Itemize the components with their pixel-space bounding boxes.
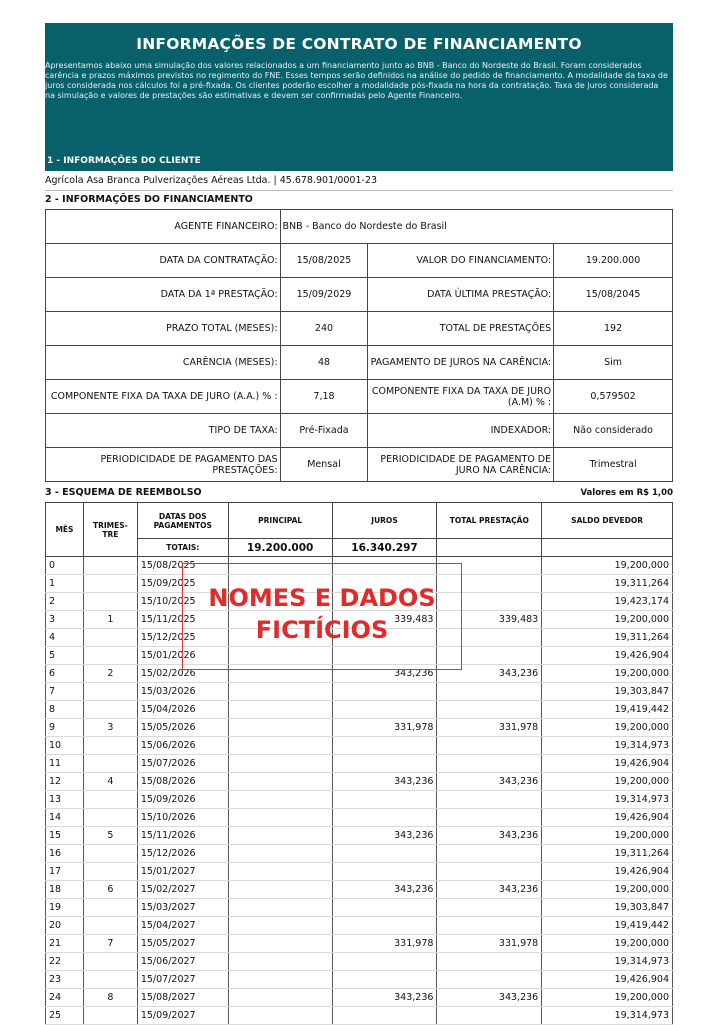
cell-tri [83, 953, 137, 971]
cell-total: 331,978 [437, 935, 542, 953]
header-principal: PRINCIPAL [228, 503, 332, 539]
valor-label: VALOR DO FINANCIAMENTO: [368, 244, 554, 278]
table-row [46, 809, 673, 827]
cell-saldo: 19,200,000 [542, 665, 673, 683]
cell-mes: 15 [46, 827, 84, 845]
table-row [46, 845, 673, 863]
cell-total [437, 809, 542, 827]
cell-total [437, 683, 542, 701]
values-unit-note: Valores em R$ 1,00 [580, 488, 673, 498]
cell-data: 15/10/2025 [137, 593, 228, 611]
cell-total [437, 701, 542, 719]
cell-mes: 4 [46, 629, 84, 647]
tipo-taxa-value: Pré-Fixada [280, 414, 368, 448]
cell-mes: 0 [46, 557, 84, 575]
cell-saldo: 19,426,904 [542, 863, 673, 881]
totals-label: TOTAIS: [137, 539, 228, 557]
cell-tri: 7 [83, 935, 137, 953]
cell-saldo: 19,200,000 [542, 719, 673, 737]
data-primeira-value: 15/09/2029 [280, 278, 368, 312]
cell-tri [83, 917, 137, 935]
data-contratacao-value: 15/08/2025 [280, 244, 368, 278]
cell-total: 331,978 [437, 719, 542, 737]
cell-saldo: 19,311,264 [542, 629, 673, 647]
total-prestacoes-label: TOTAL DE PRESTAÇÕES [368, 312, 554, 346]
data-primeira-label: DATA DA 1ª PRESTAÇÃO: [46, 278, 281, 312]
cell-saldo: 19,314,973 [542, 737, 673, 755]
cell-mes: 9 [46, 719, 84, 737]
cell-mes: 7 [46, 683, 84, 701]
cell-principal [228, 809, 332, 827]
cell-total [437, 845, 542, 863]
cell-saldo: 19,200,000 [542, 557, 673, 575]
totals-saldo [542, 539, 673, 557]
cell-mes: 21 [46, 935, 84, 953]
cell-mes: 8 [46, 701, 84, 719]
cell-juros [332, 791, 437, 809]
cell-saldo: 19,200,000 [542, 827, 673, 845]
table-row [46, 989, 673, 1007]
indexador-label: INDEXADOR: [368, 414, 554, 448]
cell-total: 343,236 [437, 827, 542, 845]
stamp-line-1: NOMES E DADOS [208, 584, 436, 612]
periodicidade-prestacoes-value: Mensal [280, 448, 368, 482]
header-mes: MÊS [46, 503, 84, 557]
cell-tri: 6 [83, 881, 137, 899]
cell-data: 15/09/2027 [137, 1007, 228, 1025]
pagamento-juros-value: Sim [554, 346, 673, 380]
cell-principal [228, 863, 332, 881]
cell-mes: 18 [46, 881, 84, 899]
table-row [46, 791, 673, 809]
cell-saldo: 19,200,000 [542, 935, 673, 953]
cell-principal [228, 719, 332, 737]
cell-tri [83, 737, 137, 755]
cell-data: 15/04/2027 [137, 917, 228, 935]
document-header [45, 23, 673, 151]
cell-data: 15/02/2026 [137, 665, 228, 683]
componente-aa-value: 7,18 [280, 380, 368, 414]
cell-principal [228, 773, 332, 791]
cell-principal [228, 989, 332, 1007]
cell-saldo: 19,426,904 [542, 755, 673, 773]
section-reembolso-title-row [45, 484, 673, 502]
client-info: Agrícola Asa Branca Pulverizações Aéreas Ltda. | 45.678.901/0001-23 [45, 171, 673, 191]
cell-juros: 331,978 [332, 935, 437, 953]
table-row [46, 683, 673, 701]
cell-saldo: 19,419,442 [542, 917, 673, 935]
periodicidade-juro-label: PERIODICIDADE DE PAGAMENTO DE JURO NA CARÊNCIA: [368, 448, 554, 482]
cell-saldo: 19,200,000 [542, 881, 673, 899]
cell-saldo: 19,200,000 [542, 611, 673, 629]
cell-mes: 14 [46, 809, 84, 827]
document-page [45, 23, 673, 1025]
componente-aa-label: COMPONENTE FIXA DA TAXA DE JURO (A.A.) % : [46, 380, 281, 414]
cell-total: 343,236 [437, 881, 542, 899]
cell-data: 15/06/2027 [137, 953, 228, 971]
cell-principal [228, 881, 332, 899]
cell-tri [83, 971, 137, 989]
cell-data: 15/05/2026 [137, 719, 228, 737]
cell-data: 15/04/2026 [137, 701, 228, 719]
cell-data: 15/07/2027 [137, 971, 228, 989]
cell-juros [332, 917, 437, 935]
cell-mes: 12 [46, 773, 84, 791]
cell-principal [228, 971, 332, 989]
table-row [46, 953, 673, 971]
cell-principal [228, 701, 332, 719]
cell-tri [83, 1007, 137, 1025]
cell-data: 15/12/2026 [137, 845, 228, 863]
cell-data: 15/09/2026 [137, 791, 228, 809]
cell-principal [228, 845, 332, 863]
cell-total: 343,236 [437, 773, 542, 791]
periodicidade-prestacoes-label: PERIODICIDADE DE PAGAMENTO DAS PRESTAÇÕES: [46, 448, 281, 482]
cell-saldo: 19,314,973 [542, 953, 673, 971]
cell-principal [228, 683, 332, 701]
cell-mes: 25 [46, 1007, 84, 1025]
data-ultima-label: DATA ÚLTIMA PRESTAÇÃO: [368, 278, 554, 312]
cell-juros [332, 809, 437, 827]
componente-am-value: 0,579502 [554, 380, 673, 414]
cell-tri [83, 791, 137, 809]
table-row [46, 719, 673, 737]
cell-principal [228, 917, 332, 935]
cell-mes: 2 [46, 593, 84, 611]
cell-total [437, 755, 542, 773]
data-ultima-value: 15/08/2045 [554, 278, 673, 312]
cell-tri [83, 809, 137, 827]
cell-tri [83, 593, 137, 611]
table-row [46, 917, 673, 935]
cell-mes: 17 [46, 863, 84, 881]
cell-principal [228, 737, 332, 755]
cell-total [437, 1007, 542, 1025]
cell-total: 343,236 [437, 665, 542, 683]
cell-mes: 5 [46, 647, 84, 665]
cell-mes: 24 [46, 989, 84, 1007]
cell-principal [228, 899, 332, 917]
cell-tri: 1 [83, 611, 137, 629]
cell-tri [83, 557, 137, 575]
cell-saldo: 19,303,847 [542, 899, 673, 917]
totals-juros: 16.340.297 [332, 539, 437, 557]
cell-data: 15/03/2026 [137, 683, 228, 701]
stamp-line-2: FICTÍCIOS [255, 616, 389, 644]
fictitious-data-stamp [182, 563, 462, 670]
cell-mes: 20 [46, 917, 84, 935]
cell-data: 15/09/2025 [137, 575, 228, 593]
cell-tri [83, 845, 137, 863]
data-contratacao-label: DATA DA CONTRATAÇÃO: [46, 244, 281, 278]
header-datas: DATAS DOS PAGAMENTOS [137, 503, 228, 539]
table-row [46, 701, 673, 719]
totals-principal: 19.200.000 [228, 539, 332, 557]
cell-tri: 5 [83, 827, 137, 845]
cell-juros: 331,978 [332, 719, 437, 737]
cell-total [437, 863, 542, 881]
cell-juros [332, 683, 437, 701]
cell-juros: 343,236 [332, 989, 437, 1007]
prazo-value: 240 [280, 312, 368, 346]
cell-mes: 22 [46, 953, 84, 971]
cell-principal [228, 1007, 332, 1025]
cell-mes: 19 [46, 899, 84, 917]
cell-tri [83, 683, 137, 701]
table-row [46, 863, 673, 881]
cell-tri [83, 899, 137, 917]
pagamento-juros-label: PAGAMENTO DE JUROS NA CARÊNCIA: [368, 346, 554, 380]
cell-saldo: 19,426,904 [542, 647, 673, 665]
cell-mes: 11 [46, 755, 84, 773]
cell-saldo: 19,311,264 [542, 575, 673, 593]
cell-saldo: 19,200,000 [542, 773, 673, 791]
cell-data: 15/08/2027 [137, 989, 228, 1007]
table-row [46, 827, 673, 845]
cell-total [437, 791, 542, 809]
cell-juros [332, 755, 437, 773]
tipo-taxa-label: TIPO DE TAXA: [46, 414, 281, 448]
header-juros: JUROS [332, 503, 437, 539]
cell-principal [228, 755, 332, 773]
cell-saldo: 19,426,904 [542, 809, 673, 827]
componente-am-label: COMPONENTE FIXA DA TAXA DE JURO (A.M) % : [368, 380, 554, 414]
cell-data: 15/11/2026 [137, 827, 228, 845]
cell-data: 15/01/2026 [137, 647, 228, 665]
cell-juros: 343,236 [332, 827, 437, 845]
cell-total [437, 917, 542, 935]
cell-total [437, 953, 542, 971]
cell-saldo: 19,423,174 [542, 593, 673, 611]
agente-value: BNB - Banco do Nordeste do Brasil [280, 210, 672, 244]
cell-mes: 1 [46, 575, 84, 593]
document-title: INFORMAÇÕES DE CONTRATO DE FINANCIAMENTO [136, 35, 582, 53]
header-trimestre: TRIMES-TRE [83, 503, 137, 557]
cell-total [437, 899, 542, 917]
cell-data: 15/08/2025 [137, 557, 228, 575]
cell-saldo: 19,314,973 [542, 791, 673, 809]
cell-saldo: 19,311,264 [542, 845, 673, 863]
cell-juros [332, 1007, 437, 1025]
cell-juros: 339,483 [332, 611, 437, 629]
cell-saldo: 19,426,904 [542, 971, 673, 989]
cell-data: 15/12/2025 [137, 629, 228, 647]
cell-juros [332, 701, 437, 719]
section-reembolso-title: 3 - ESQUEMA DE REEMBOLSO [45, 487, 202, 498]
table-row [46, 755, 673, 773]
prazo-label: PRAZO TOTAL (MESES): [46, 312, 281, 346]
cell-tri [83, 755, 137, 773]
cell-tri [83, 647, 137, 665]
header-saldo-devedor: SALDO DEVEDOR [542, 503, 673, 539]
cell-total: 343,236 [437, 989, 542, 1007]
cell-mes: 10 [46, 737, 84, 755]
cell-data: 15/11/2025 [137, 611, 228, 629]
cell-mes: 16 [46, 845, 84, 863]
cell-mes: 6 [46, 665, 84, 683]
indexador-value: Não considerado [554, 414, 673, 448]
cell-principal [228, 791, 332, 809]
totals-total-prestacao [437, 539, 542, 557]
cell-juros [332, 953, 437, 971]
table-row [46, 1007, 673, 1025]
cell-mes: 13 [46, 791, 84, 809]
table-row [46, 935, 673, 953]
cell-juros: 343,236 [332, 665, 437, 683]
carencia-label: CARÊNCIA (MESES): [46, 346, 281, 380]
table-row [46, 971, 673, 989]
cell-data: 15/10/2026 [137, 809, 228, 827]
cell-total: 339,483 [437, 611, 542, 629]
cell-total [437, 737, 542, 755]
cell-data: 15/02/2027 [137, 881, 228, 899]
cell-tri: 3 [83, 719, 137, 737]
cell-tri [83, 863, 137, 881]
section-client-title: 1 - INFORMAÇÕES DO CLIENTE [45, 151, 673, 171]
cell-saldo: 19,419,442 [542, 701, 673, 719]
cell-mes: 3 [46, 611, 84, 629]
cell-data: 15/06/2026 [137, 737, 228, 755]
cell-juros: 343,236 [332, 881, 437, 899]
cell-mes: 23 [46, 971, 84, 989]
valor-value: 19.200.000 [554, 244, 673, 278]
cell-tri: 4 [83, 773, 137, 791]
cell-juros [332, 863, 437, 881]
cell-saldo: 19,303,847 [542, 683, 673, 701]
cell-principal [228, 827, 332, 845]
total-prestacoes-value: 192 [554, 312, 673, 346]
cell-data: 15/07/2026 [137, 755, 228, 773]
financing-table [45, 209, 673, 482]
cell-juros [332, 899, 437, 917]
carencia-value: 48 [280, 346, 368, 380]
cell-data: 15/05/2027 [137, 935, 228, 953]
cell-tri: 2 [83, 665, 137, 683]
cell-data: 15/01/2027 [137, 863, 228, 881]
cell-data: 15/03/2027 [137, 899, 228, 917]
table-row [46, 881, 673, 899]
cell-principal [228, 935, 332, 953]
periodicidade-juro-value: Trimestral [554, 448, 673, 482]
cell-principal [228, 953, 332, 971]
cell-juros: 343,236 [332, 773, 437, 791]
cell-juros [332, 971, 437, 989]
cell-tri [83, 629, 137, 647]
table-row [46, 899, 673, 917]
cell-tri [83, 701, 137, 719]
cell-saldo: 19,314,973 [542, 1007, 673, 1025]
table-row [46, 773, 673, 791]
section-financing-title: 2 - INFORMAÇÕES DO FINANCIAMENTO [45, 194, 253, 205]
table-row [46, 737, 673, 755]
header-total-prestacao: TOTAL PRESTAÇÃO [437, 503, 542, 539]
cell-total [437, 971, 542, 989]
cell-tri: 8 [83, 989, 137, 1007]
intro-text: Apresentamos abaixo uma simulação dos valores relacionados a um financiamento junto ao BNB - Banco do Nordeste do Brasil. Foram considerados carência e prazos máximos previstos no regimento do FNE. Esses tempos serão definidos na análise do pedido de financiamento. A modalidade da taxa de juros considerada nos cálculos foi a pré-fixada. Os clientes poderão escolher a modalidade pós-fixada na hora da contratação. Taxa de juros considerada na simulação e valores de prestações são estimativas e devem ser confirmadas pelo Agente Financeiro. [45, 61, 668, 100]
cell-data: 15/08/2026 [137, 773, 228, 791]
cell-saldo: 19,200,000 [542, 989, 673, 1007]
cell-juros [332, 737, 437, 755]
agente-label: AGENTE FINANCEIRO: [46, 210, 281, 244]
cell-juros [332, 845, 437, 863]
cell-tri [83, 575, 137, 593]
